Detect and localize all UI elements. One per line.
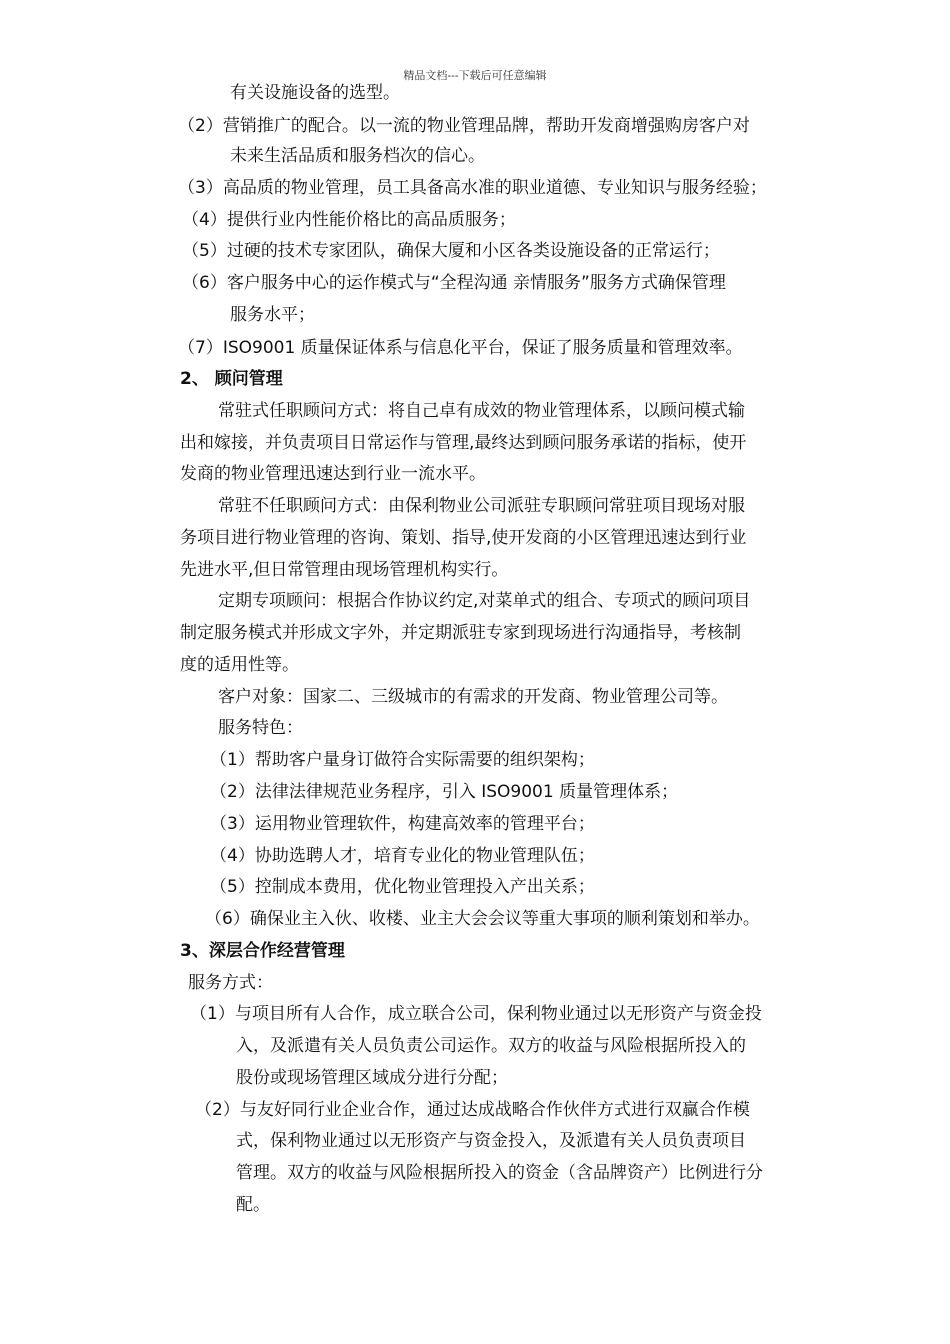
text-line: （1）与项目所有人合作，成立联合公司，保利物业通过以无形资产与资金投 bbox=[190, 1004, 762, 1024]
text-line: （2）营销推广的配合。以一流的物业管理品牌，帮助开发商增强购房客户对 bbox=[178, 116, 750, 136]
text-line: （4）提供行业内性能价格比的高品质服务； bbox=[182, 210, 516, 230]
text-line: 发商的物业管理迅速达到行业一流水平。 bbox=[180, 464, 486, 484]
page-header-note: 精品文档---下载后可任意编辑 bbox=[403, 69, 547, 82]
text-line: 先进水平,但日常管理由现场管理机构实行。 bbox=[180, 560, 509, 580]
text-line: （3）高品质的物业管理，员工具备高水准的职业道德、专业知识与服务经验； bbox=[178, 178, 767, 198]
text-line: 入，及派遣有关人员负责公司运作。双方的收益与风险根据所投入的 bbox=[236, 1036, 746, 1056]
text-line: 有关设施设备的选型。 bbox=[230, 83, 400, 103]
text-line: （6）客户服务中心的运作模式与“全程沟通 亲情服务”服务方式确保管理 bbox=[182, 273, 726, 293]
text-line: 常驻式任职顾问方式：将自己卓有成效的物业管理体系，以顾问模式输 bbox=[218, 401, 745, 421]
text-line: （2）与友好同行业企业合作，通过达成战略合作伙伴方式进行双赢合作模 bbox=[195, 1100, 750, 1120]
text-line: 出和嫁接，并负责项目日常运作与管理,最终达到顾问服务承诺的指标，使开 bbox=[180, 433, 747, 453]
text-line: 常驻不任职顾问方式：由保利物业公司派驻专职顾问常驻项目现场对服 bbox=[218, 496, 745, 516]
text-line: 制定服务模式并形成文字外，并定期派驻专家到现场进行沟通指导，考核制 bbox=[180, 623, 741, 643]
text-line: 式，保利物业通过以无形资产与资金投入，及派遣有关人员负责项目 bbox=[236, 1131, 746, 1151]
section-heading: 3、深层合作经营管理 bbox=[180, 941, 345, 961]
text-line: （7）ISO9001 质量保证体系与信息化平台，保证了服务质量和管理效率。 bbox=[178, 338, 743, 358]
text-line: （1）帮助客户量身订做符合实际需要的组织架构； bbox=[210, 750, 595, 770]
text-line: （2）法律法律规范业务程序，引入 ISO9001 质量管理体系； bbox=[210, 782, 679, 802]
text-line: 客户对象：国家二、三级城市的有需求的开发商、物业管理公司等。 bbox=[218, 687, 728, 707]
text-line: 配。 bbox=[236, 1195, 270, 1215]
text-line: 股份或现场管理区域成分进行分配； bbox=[236, 1068, 508, 1088]
text-line: 务项目进行物业管理的咨询、策划、指导,使开发商的小区管理迅速达到行业 bbox=[180, 528, 747, 548]
text-line: 服务水平； bbox=[230, 305, 315, 325]
text-line: 服务特色： bbox=[218, 718, 303, 738]
text-line: 管理。双方的收益与风险根据所投入的资金（含品牌资产）比例进行分 bbox=[236, 1163, 763, 1183]
text-line: 未来生活品质和服务档次的信心。 bbox=[230, 146, 485, 166]
text-line: 服务方式： bbox=[188, 973, 273, 993]
text-line: （3）运用物业管理软件，构建高效率的管理平台； bbox=[210, 814, 595, 834]
section-heading: 2、 顾问管理 bbox=[180, 369, 283, 389]
text-line: （5）控制成本费用，优化物业管理投入产出关系； bbox=[210, 877, 595, 897]
text-line: （4）协助选聘人才，培育专业化的物业管理队伍； bbox=[210, 846, 595, 866]
text-line: 定期专项顾问：根据合作协议约定,对菜单式的组合、专项式的顾问项目 bbox=[218, 591, 751, 611]
text-line: 度的适用性等。 bbox=[180, 655, 299, 675]
text-line: （5）过硬的技术专家团队，确保大厦和小区各类设施设备的正常运行； bbox=[182, 241, 720, 261]
text-line: （6）确保业主入伙、收楼、业主大会会议等重大事项的顺利策划和举办。 bbox=[205, 909, 760, 929]
